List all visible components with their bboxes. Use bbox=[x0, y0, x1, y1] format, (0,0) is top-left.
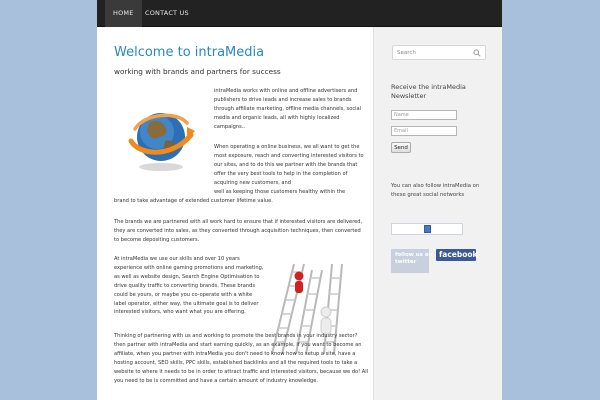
main-content bbox=[97, 27, 373, 400]
email-field[interactable] bbox=[391, 126, 457, 136]
name-field[interactable] bbox=[391, 110, 457, 120]
exposure-paragraph-cont: well as keeping those customers healthy within the bbox=[214, 189, 346, 195]
twitter-label: twitter bbox=[395, 259, 417, 265]
globe-image bbox=[125, 101, 197, 173]
partner-paragraph: Thinking of partnering with us and working to promote the best brands in your industry sector? then partner with intraMedia and start earning quickly, as an example, if you want to become an affiliate, when you partner with intraMedia you don't need to know how to setup a site, have a hosting account, SEO skills, PPC skills, established backlinks and all the required tools to take a website to where it needs to be in order to attract traffic and interested visitors, because we do! All you need to be is committed and have a certain amount of industry knowledge. bbox=[114, 333, 369, 384]
follow-us-label: follow us on bbox=[395, 252, 433, 258]
social-widget bbox=[391, 223, 463, 235]
newsletter-heading: Receive the intraMedia Newsletter bbox=[391, 83, 466, 100]
skills-paragraph: At intraMedia we use our skills and over 10 years experience with online gaming promotions and marketing, as well as website design, Search Engine Optimisation to drive quality traffic to converting brands. These brands could be yours, or maybe you co-operate with a white label operator, either way, the ultimate goal is to deliver interested visitors, who want what you are offering. bbox=[114, 256, 264, 316]
sidebar bbox=[373, 27, 502, 400]
intro-paragraph: intraMedia works with online and offline advertisers and publishers to drive leads and increase sales to brands through affiliate marketing, offline media channels, social media and organic leads, all with highly localized campaigns.. bbox=[214, 88, 362, 130]
exposure-paragraph: When operating a online business, we all want to get the most exposure, reach and converting interested visitors to our sites, and to do this we partner with the brands that offer the very best tools to help in the completion of acquiring new customers, and bbox=[214, 144, 364, 186]
search-box bbox=[392, 45, 486, 60]
nav-home-link[interactable]: HOME bbox=[105, 0, 142, 27]
page-title: Welcome to intraMedia bbox=[114, 45, 265, 60]
top-nav-bar bbox=[97, 0, 502, 27]
follow-text: You can also follow intraMedia on these great social networks bbox=[391, 183, 480, 198]
twitter-follow-button[interactable] bbox=[391, 249, 433, 273]
exposure-paragraph-end: brand to take advantage of extended customer lifetime value. bbox=[114, 198, 273, 204]
widget-button[interactable] bbox=[424, 225, 431, 233]
send-button[interactable]: Send bbox=[391, 142, 411, 153]
search-input[interactable] bbox=[397, 47, 471, 58]
search-icon[interactable] bbox=[473, 49, 481, 57]
nav-contact-link[interactable]: CONTACT US bbox=[145, 9, 189, 17]
facebook-button[interactable] bbox=[436, 249, 476, 261]
page-tagline: working with brands and partners for success bbox=[114, 67, 281, 76]
brands-paragraph: The brands we are partnered with all work hard to ensure that if interested visitors are delivered, they are converted into sales, as they converted through acquisition techniques, then converted to become depositing customers. bbox=[114, 219, 363, 243]
facebook-label: facebook bbox=[439, 250, 478, 259]
